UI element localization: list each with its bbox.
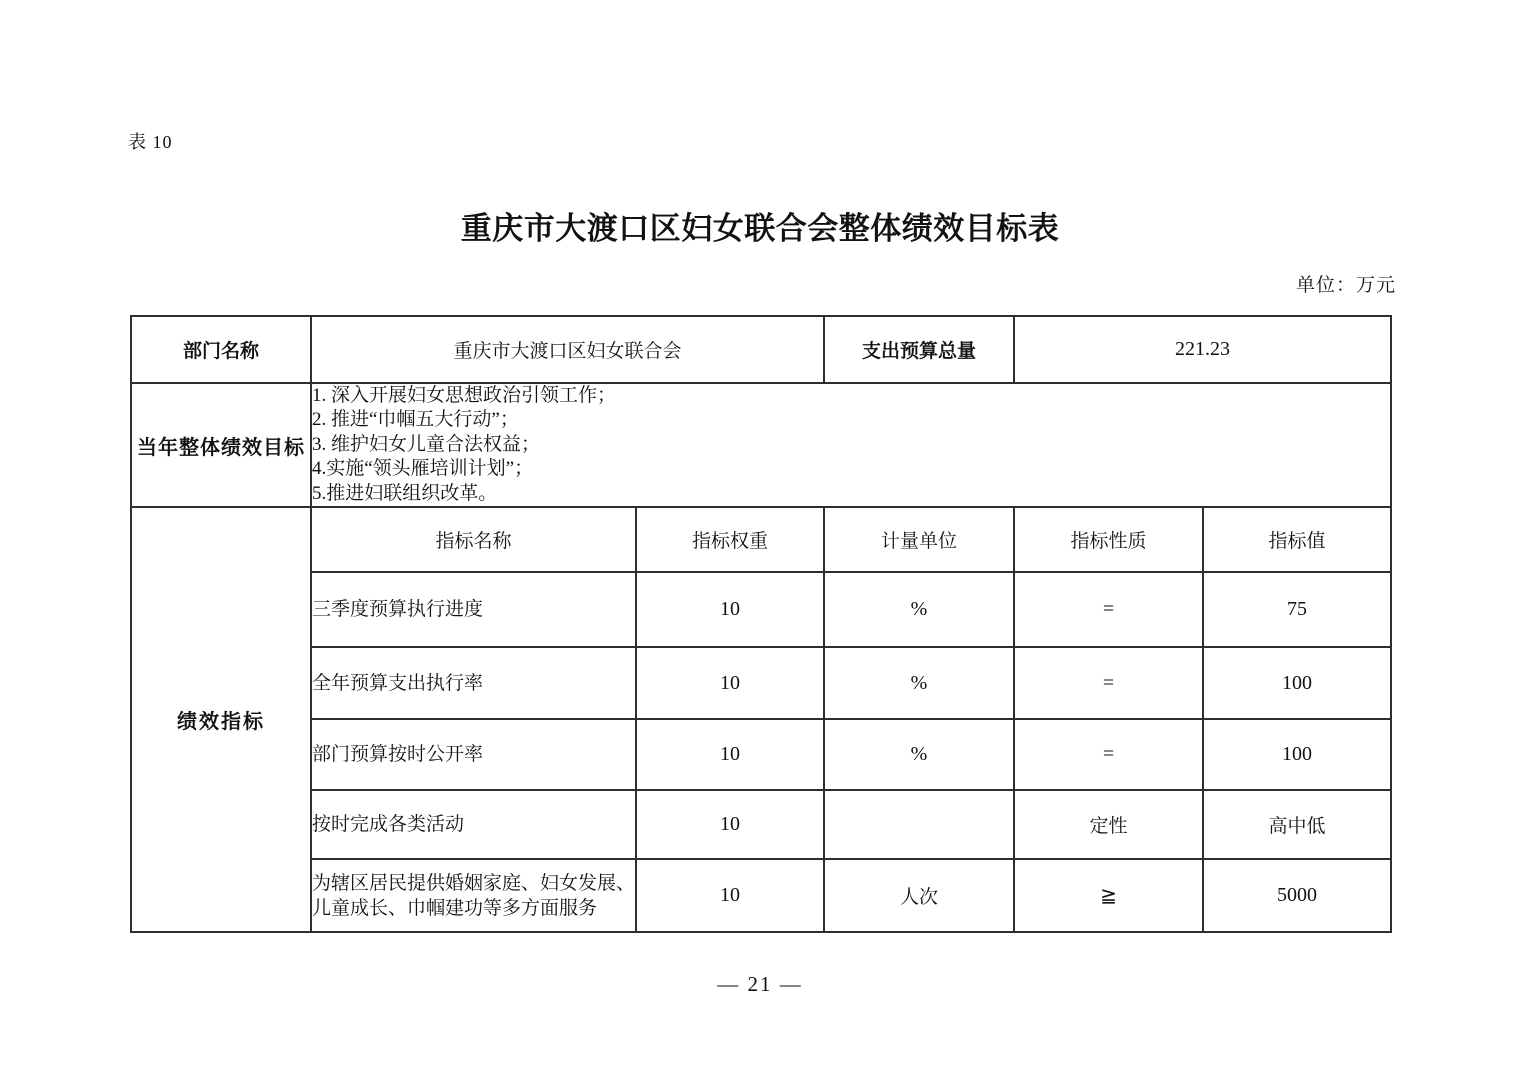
indicator-weight: 10 — [636, 647, 824, 719]
table-row — [131, 316, 1391, 383]
table-row — [131, 719, 1391, 790]
dept-name-value: 重庆市大渡口区妇女联合会 — [311, 316, 824, 383]
page-number: — 21 — — [717, 972, 803, 996]
indicator-value: 高中低 — [1203, 790, 1391, 859]
measure-unit: % — [824, 572, 1014, 647]
goal-item: 3. 维护妇女儿童合法权益； — [312, 433, 541, 455]
indicator-name: 为辖区居民提供婚姻家庭、妇女发展、儿童成长、巾帼建功等多方面服务 — [311, 859, 636, 932]
page-title: 重庆市大渡口区妇女联合会整体绩效目标表 — [460, 211, 1060, 246]
indicator-nature: = — [1014, 572, 1203, 647]
goal-item: 1. 深入开展妇女思想政治引领工作； — [312, 385, 617, 406]
goal-item: 5.推进妇联组织改革。 — [312, 482, 498, 504]
indicator-nature: ≧ — [1014, 859, 1203, 932]
table-row — [131, 572, 1391, 647]
measure-unit — [824, 790, 1014, 859]
indicator-weight: 10 — [636, 572, 824, 647]
table-header-row — [131, 507, 1391, 572]
measure-unit: 人次 — [824, 859, 1014, 932]
table-row — [131, 383, 1391, 507]
measure-unit: % — [824, 647, 1014, 719]
table-row — [131, 647, 1391, 719]
indicator-name: 按时完成各类活动 — [311, 790, 636, 859]
table-row — [131, 790, 1391, 859]
indicator-nature: = — [1014, 719, 1203, 790]
budget-total-value: 221.23 — [1014, 316, 1391, 383]
indicator-value: 100 — [1203, 719, 1391, 790]
col-header-indicator-nature: 指标性质 — [1014, 507, 1203, 572]
indicator-weight: 10 — [636, 719, 824, 790]
indicator-value: 100 — [1203, 647, 1391, 719]
indicator-value: 5000 — [1203, 859, 1391, 932]
unit-note: 单位：万元 — [1295, 275, 1396, 296]
indicator-nature: 定性 — [1014, 790, 1203, 859]
goal-item: 4.实施“领头雁培训计划”； — [312, 458, 534, 480]
indicator-name: 全年预算支出执行率 — [311, 647, 636, 719]
indicator-weight: 10 — [636, 790, 824, 859]
indicator-weight: 10 — [636, 859, 824, 932]
table-number-label: 表 10 — [128, 132, 173, 152]
col-header-measure-unit: 计量单位 — [824, 507, 1014, 572]
indicator-nature: = — [1014, 647, 1203, 719]
performance-target-table — [130, 315, 1392, 933]
col-header-indicator-weight: 指标权重 — [636, 507, 824, 572]
dept-name-label: 部门名称 — [131, 316, 311, 383]
table-row — [131, 859, 1391, 932]
goal-item: 2. 推进“巾帼五大行动”； — [312, 409, 519, 431]
annual-goals-label: 当年整体绩效目标 — [131, 383, 311, 507]
budget-total-label: 支出预算总量 — [824, 316, 1014, 383]
indicator-name: 三季度预算执行进度 — [311, 572, 636, 647]
annual-goals-list — [311, 383, 1391, 507]
col-header-indicator-value: 指标值 — [1203, 507, 1391, 572]
indicator-value: 75 — [1203, 572, 1391, 647]
indicators-section-label: 绩效指标 — [131, 507, 311, 932]
indicator-name: 部门预算按时公开率 — [311, 719, 636, 790]
measure-unit: % — [824, 719, 1014, 790]
col-header-indicator-name: 指标名称 — [311, 507, 636, 572]
